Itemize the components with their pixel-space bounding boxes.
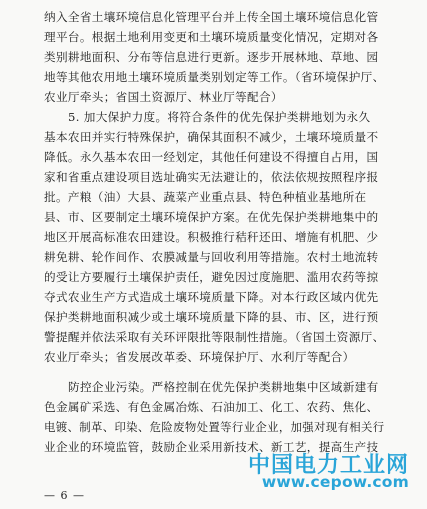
page-number: — 6 — <box>44 489 85 502</box>
text-line: 降低。永久基本农田一经划定，其他任何建设不得擅自占用，国 <box>44 150 379 164</box>
watermark-title: 中国电力工业网 <box>247 453 409 478</box>
text-line: 耕免耕、轮作间作、农膜减量与回收利用等措施。农村土地流转 <box>44 250 379 264</box>
text-line: 保护类耕地面积减少或土壤环境质量下降的县、市、区，进行预 <box>44 310 379 324</box>
text-line: 批。产粮（油）大县、蔬菜产业重点县、特色种植业基地所在 <box>44 190 367 204</box>
text-line: 地区开展高标准农田建设。积极推行秸秆还田、增施有机肥、少 <box>44 230 379 244</box>
text-line: 5. 加大保护力度。将符合条件的优先保护类耕地划为永久 <box>68 110 371 124</box>
text-line: 警提醒并依法采取有关环评限批等限制性措施。（省国土资源厅、 <box>44 330 385 344</box>
text-line: 理平台。根据土地利用变更和土壤环境质量变化情况，定期对各 <box>44 30 379 44</box>
text-line: 的受让方要履行土壤保护责任，避免因过度施肥、滥用农药等掠 <box>44 270 379 284</box>
text-line: 类别耕地面积、分布等信息进行更新。逐步开展林地、草地、园 <box>44 50 379 64</box>
text-line: 电镀、制革、印染、危险废物处置等行业企业，加强对现有相关行 <box>44 420 385 434</box>
text-line: 家和省重点建设项目选址确实无法避让的，依法依规按照程序报 <box>44 170 379 184</box>
text-line: 地等其他农用地土壤环境质量类别划定等工作。（省环境保护厅、 <box>44 70 385 84</box>
text-line: 夺式农业生产方式造成土壤环境质量下降。对本行政区域内优先 <box>44 290 379 304</box>
text-line: 业企业的环境监管，鼓励企业采用新技术、新工艺，提高生产技 <box>44 440 379 454</box>
text-line: 防控企业污染。严格控制在优先保护类耕地集中区域新建有 <box>68 380 379 394</box>
text-line: 色金属矿采选、有色金属冶炼、石油加工、化工、农药、焦化、 <box>44 400 379 414</box>
text-line: 农业厅牵头；省发展改革委、环境保护厅、水利厅等配合） <box>44 350 355 364</box>
text-line: 纳入全省土壤环境信息化管理平台并上传全国土壤环境信息化管 <box>44 10 379 24</box>
watermark-url: www.cepow.com <box>261 473 409 491</box>
text-line: 基本农田并实行特殊保护，确保其面积不减少，土壤环境质量不 <box>44 130 379 144</box>
text-line: 县、市、区要制定土壤环境保护方案。在优先保护类耕地集中的 <box>44 210 379 224</box>
text-line: 农业厅牵头；省国土资源厅、林业厅等配合） <box>44 90 283 104</box>
